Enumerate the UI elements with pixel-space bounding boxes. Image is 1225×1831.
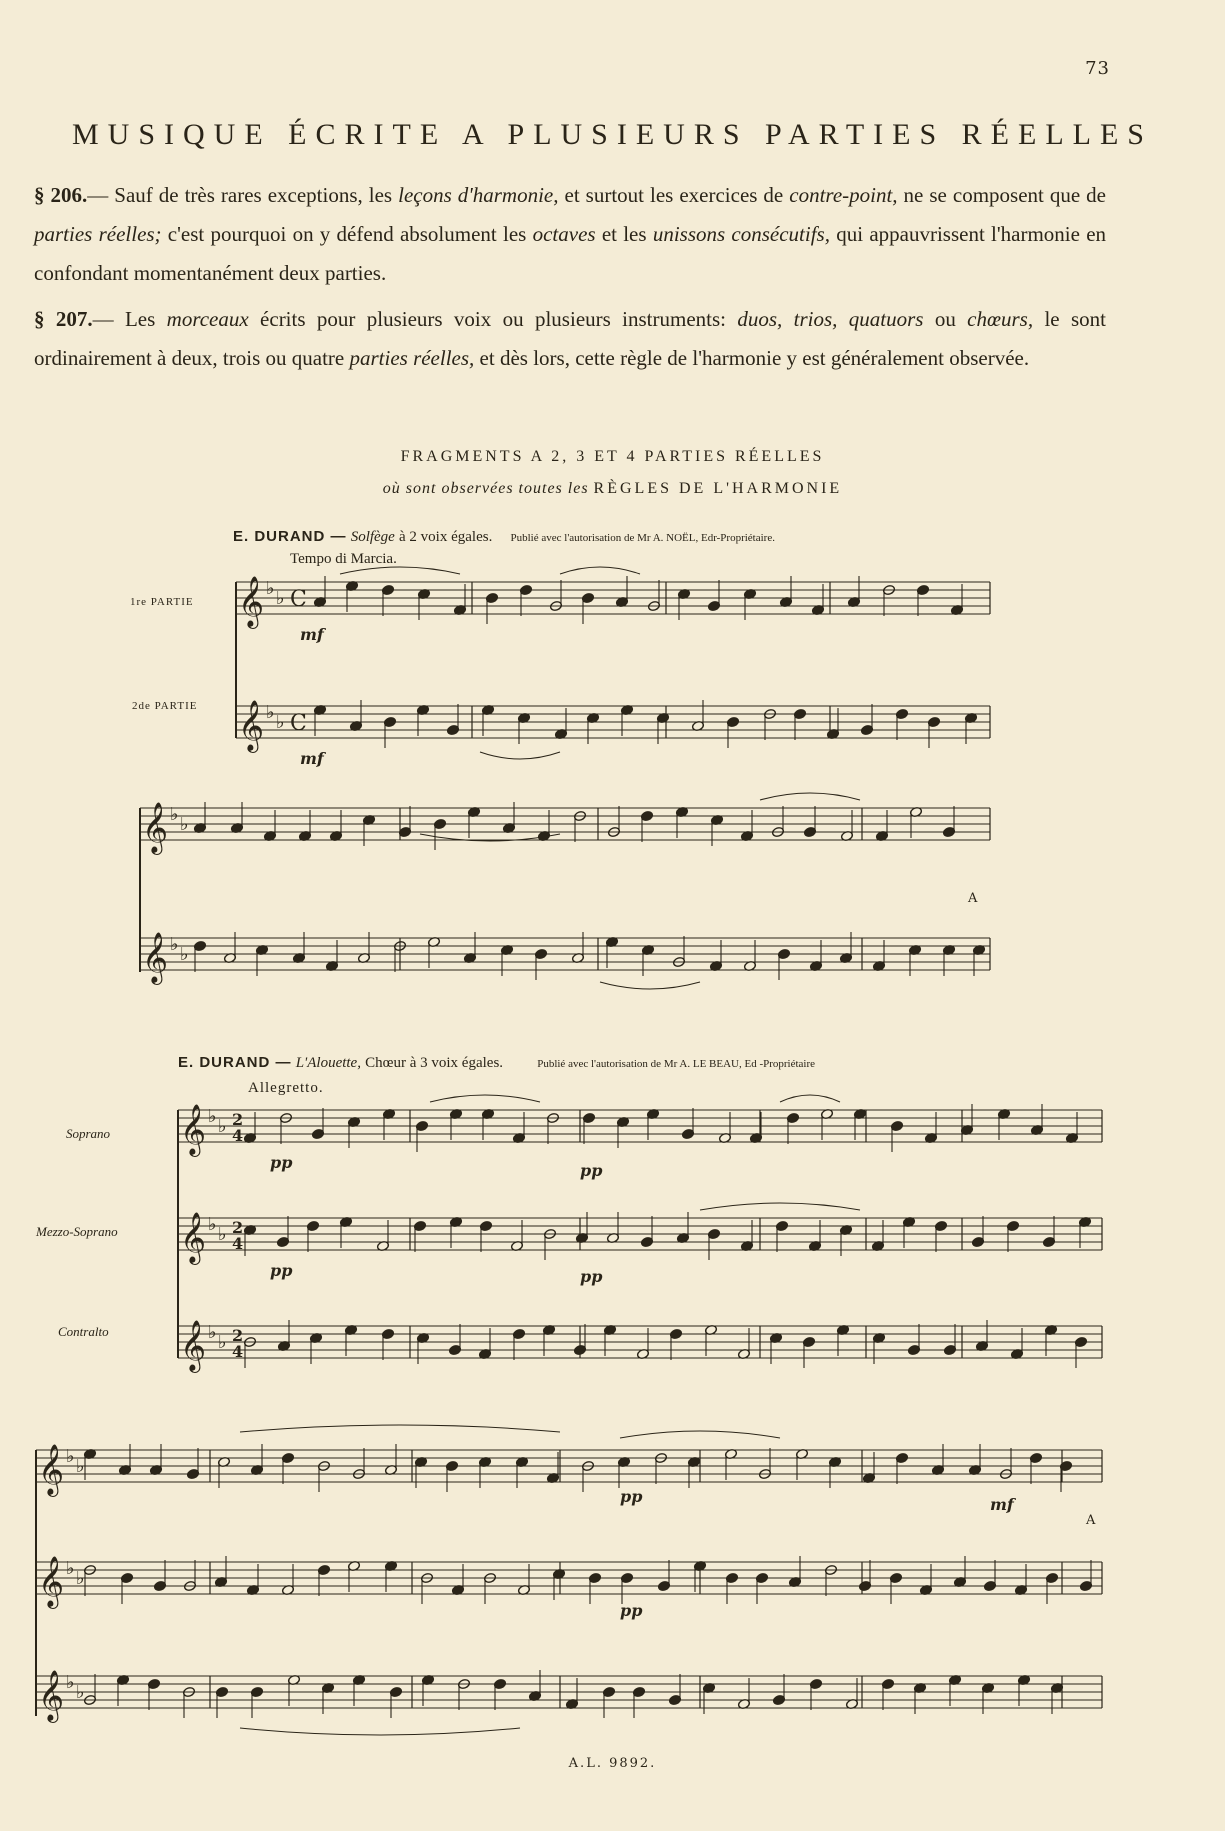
treble-clef-icon: 𝄞 xyxy=(142,802,169,853)
text: et surtout les exercices de xyxy=(558,183,790,207)
italic-term: unissons consécutifs, xyxy=(652,222,830,246)
treble-clef-icon: 𝄞 xyxy=(38,1556,65,1607)
text: ne se composent que de xyxy=(897,183,1106,207)
rehearsal-mark: A xyxy=(1086,1513,1096,1528)
work-title: Solfège xyxy=(350,529,395,545)
dynamic-marking: pp xyxy=(580,1161,603,1180)
work-desc: Chœur à 3 voix égales. xyxy=(365,1055,504,1071)
flat-sign-icon: ♭ xyxy=(218,1224,227,1245)
flat-sign-icon: ♭ xyxy=(266,702,275,723)
flat-sign-icon: ♭ xyxy=(218,1332,227,1353)
subtitle-caps: RÈGLES DE L'HARMONIE xyxy=(593,480,843,497)
dynamic-marking: mf xyxy=(990,1495,1014,1514)
voice-label-soprano: Soprano xyxy=(66,1126,111,1141)
section-number: § 207. xyxy=(34,307,93,331)
text: — Les xyxy=(92,307,167,331)
flat-sign-icon: ♭ xyxy=(66,1672,75,1693)
page-number: 73 xyxy=(1085,58,1110,79)
time-signature: 4 xyxy=(232,1126,244,1145)
text: ou xyxy=(923,307,968,331)
flat-sign-icon: ♭ xyxy=(170,804,179,825)
tempo-marking: Tempo di Marcia. xyxy=(290,551,397,567)
rehearsal-mark: A xyxy=(968,891,978,906)
flat-sign-icon: ♭ xyxy=(208,1322,217,1343)
flat-sign-icon: ♭ xyxy=(180,944,189,965)
italic-term: octaves xyxy=(532,222,596,246)
slur xyxy=(240,1425,560,1432)
slur xyxy=(560,567,640,574)
slur xyxy=(780,1095,840,1102)
work-title: L'Alouette, xyxy=(295,1055,361,1071)
flat-sign-icon: ♭ xyxy=(276,588,285,609)
slur xyxy=(760,793,860,800)
text: qui appauvrissent l'harmonie en confondant momentanément deux parties. xyxy=(34,222,1107,285)
time-signature: 4 xyxy=(232,1342,244,1361)
treble-clef-icon: 𝄞 xyxy=(38,1670,65,1721)
time-signature: 2 xyxy=(232,1110,244,1129)
subtitle-italic: où sont observées toutes les xyxy=(382,480,589,497)
work-desc: à 2 voix égales. xyxy=(399,529,493,545)
flat-sign-icon: ♭ xyxy=(266,578,275,599)
publisher-credit: Publié avec l'autorisation de Mr A. LE BEAU, Ed -Propriétaire xyxy=(537,1058,816,1070)
dynamic-marking: pp xyxy=(270,1153,293,1172)
publisher-credit: Publié avec l'autorisation de Mr A. NOËL, Edr-Propriétaire. xyxy=(510,532,775,544)
flat-sign-icon: ♭ xyxy=(76,1682,85,1703)
slur xyxy=(340,567,460,574)
dynamic-marking: pp xyxy=(580,1267,603,1286)
flat-sign-icon: ♭ xyxy=(208,1214,217,1235)
time-signature: 2 xyxy=(232,1218,244,1237)
flat-sign-icon: ♭ xyxy=(66,1558,75,1579)
flat-sign-icon: ♭ xyxy=(76,1456,85,1477)
treble-clef-icon: 𝄞 xyxy=(180,1104,207,1155)
text: le sont ordinairement à deux, trois ou quatre xyxy=(34,307,1106,370)
italic-term: duos, trios, quatuors xyxy=(737,307,924,331)
italic-term: parties réelles; xyxy=(34,222,162,246)
treble-clef-icon: 𝄞 xyxy=(180,1320,207,1371)
text: écrits pour plusieurs voix ou plusieurs instruments: xyxy=(248,307,738,331)
flat-sign-icon: ♭ xyxy=(76,1568,85,1589)
dynamic-marking: mf xyxy=(300,625,324,644)
flat-sign-icon: ♭ xyxy=(208,1106,217,1127)
italic-term: contre-point, xyxy=(789,183,898,207)
text: c'est pourquoi on y défend absolument les xyxy=(161,222,533,246)
flat-sign-icon: ♭ xyxy=(218,1116,227,1137)
italic-term: parties réelles, xyxy=(349,346,475,370)
plate-number: A.L. 9892. xyxy=(568,1756,657,1771)
composer: E. DURAND — xyxy=(178,1054,292,1071)
italic-term: morceaux xyxy=(166,307,249,331)
flat-sign-icon: ♭ xyxy=(170,934,179,955)
dynamic-marking: mf xyxy=(300,749,324,768)
flat-sign-icon: ♭ xyxy=(180,814,189,835)
slur xyxy=(700,1203,860,1210)
slur xyxy=(620,1431,780,1438)
page-title: MUSIQUE ÉCRITE A PLUSIEURS PARTIES RÉELLES xyxy=(72,118,1153,151)
treble-clef-icon: 𝄞 xyxy=(238,700,265,751)
fragments-title: FRAGMENTS A 2, 3 ET 4 PARTIES RÉELLES xyxy=(400,448,825,465)
voice-label-contralto: Contralto xyxy=(58,1324,109,1339)
time-signature: 2 xyxy=(232,1326,244,1345)
tempo-marking: Allegretto. xyxy=(248,1080,324,1096)
treble-clef-icon: 𝄞 xyxy=(180,1212,207,1263)
slur xyxy=(430,1095,540,1102)
treble-clef-icon: 𝄞 xyxy=(38,1444,65,1495)
slur xyxy=(600,982,700,989)
italic-term: chœurs, xyxy=(967,307,1034,331)
common-time-icon: C xyxy=(290,587,307,612)
treble-clef-icon: 𝄞 xyxy=(238,576,265,627)
dynamic-marking: pp xyxy=(270,1261,293,1280)
text: et les xyxy=(595,222,653,246)
text: — Sauf de très rares exceptions, les xyxy=(87,183,399,207)
slur xyxy=(240,1728,520,1735)
flat-sign-icon: ♭ xyxy=(66,1446,75,1467)
voice-label-mezzo: Mezzo-Soprano xyxy=(36,1224,118,1239)
part-label-1: 1re PARTIE xyxy=(130,596,194,608)
time-signature: 4 xyxy=(232,1234,244,1253)
section-number: § 206. xyxy=(34,183,88,207)
treble-clef-icon: 𝄞 xyxy=(142,932,169,983)
italic-term: leçons d'harmonie, xyxy=(398,183,559,207)
composer: E. DURAND — xyxy=(233,528,347,545)
dynamic-marking: pp xyxy=(620,1487,643,1506)
flat-sign-icon: ♭ xyxy=(276,712,285,733)
slur xyxy=(480,752,560,759)
common-time-icon: C xyxy=(290,711,307,736)
dynamic-marking: pp xyxy=(620,1601,643,1620)
text: et dès lors, cette règle de l'harmonie y est généralement observée. xyxy=(474,346,1030,370)
part-label-2: 2de PARTIE xyxy=(132,700,198,712)
